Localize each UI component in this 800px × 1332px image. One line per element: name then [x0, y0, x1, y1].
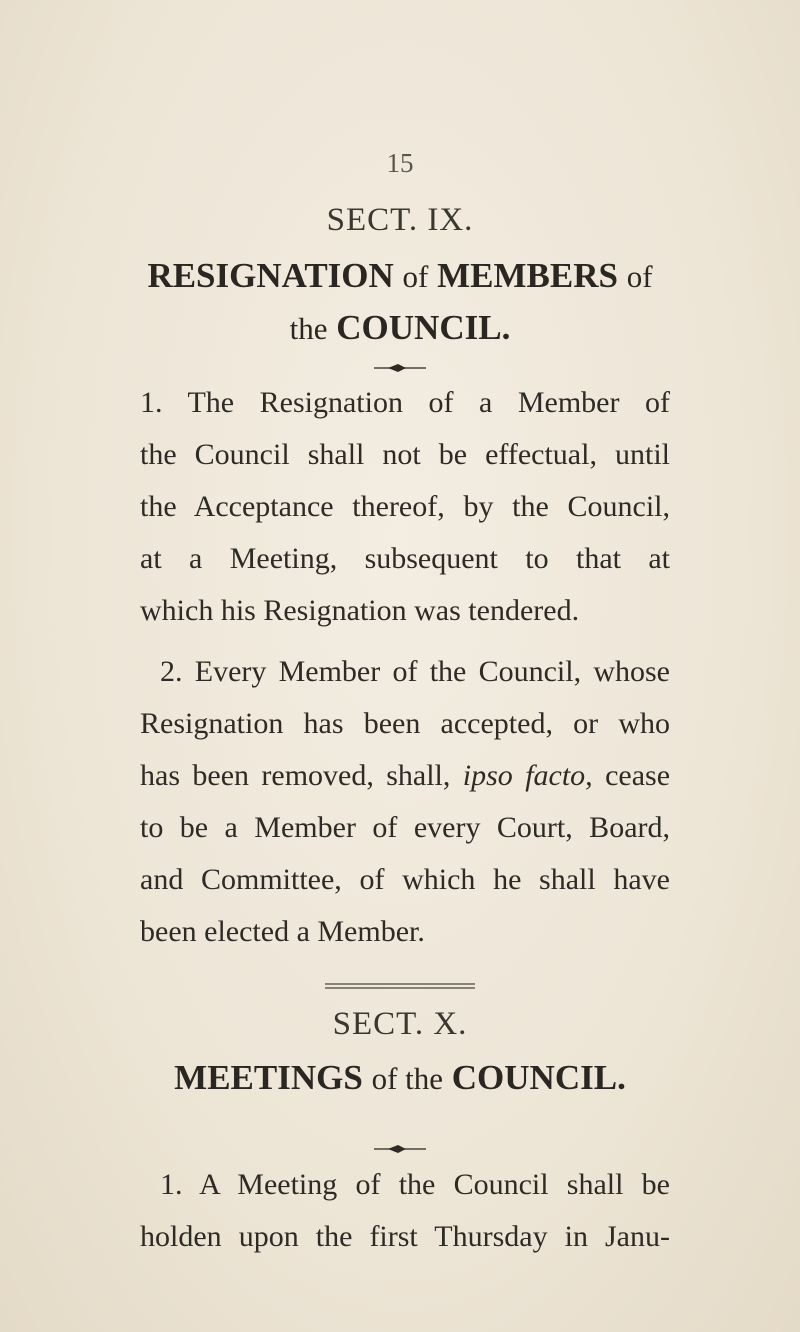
section-9-para-1-line-2: the Council shall not be effectual, until [140, 438, 670, 471]
section-9-label: SECT. IX. [326, 202, 474, 238]
section-9-para-1-line-4: at a Meeting, subsequent to that at [140, 542, 670, 575]
section-9-para-2-line-2: Resignation has been accepted, or who [140, 707, 670, 740]
section-9-para-2-line-1: 2. Every Member of the Council, whose [160, 655, 670, 688]
para-2-line-3-italic: ipso facto, [462, 759, 593, 792]
section-10-label: SECT. X. [332, 1006, 468, 1042]
ornament-rule-icon [340, 361, 460, 375]
title-word-the: the [289, 311, 328, 346]
title-word-meetings: MEETINGS [174, 1058, 363, 1097]
page-number: 15 [386, 148, 414, 178]
section-9-para-1-line-5: which his Resignation was tendered. [140, 594, 580, 627]
double-rule-divider [325, 982, 475, 990]
para-2-line-3-start: has been removed, shall, [140, 759, 451, 792]
title-word-members: MEMBERS [437, 256, 618, 295]
section-9-para-2-line-5: and Committee, of which he shall have [140, 863, 670, 896]
section-9-para-2-line-4: to be a Member of every Court, Board, [140, 811, 670, 844]
section-9-para-2-line-3 [140, 759, 670, 793]
title-word-resignation: RESIGNATION [147, 256, 394, 295]
title-word-of: of [402, 259, 429, 294]
section-9-para-1-line-3: the Acceptance thereof, by the Council, [140, 490, 670, 523]
section-10-para-1-line-2: holden upon the first Thursday in Janu- [140, 1220, 670, 1253]
section-10-para-1-line-1: 1. A Meeting of the Council shall be [160, 1168, 670, 1201]
title-word-of-the: of the [371, 1061, 444, 1096]
para-2-line-3-end: cease [605, 759, 671, 792]
title-word-council: COUNCIL. [336, 308, 511, 347]
section-9-para-2-line-6: been elected a Member. [140, 915, 425, 948]
section-9-para-1-line-1: 1. The Resignation of a Member of [140, 386, 670, 419]
section-9-title-line-2 [0, 308, 800, 348]
section-10-title [0, 1058, 800, 1098]
section-9-title-line-1 [0, 256, 800, 296]
ornament-rule-icon [340, 1142, 460, 1156]
title-word-council: COUNCIL. [451, 1058, 626, 1097]
title-word-of: of [626, 259, 653, 294]
